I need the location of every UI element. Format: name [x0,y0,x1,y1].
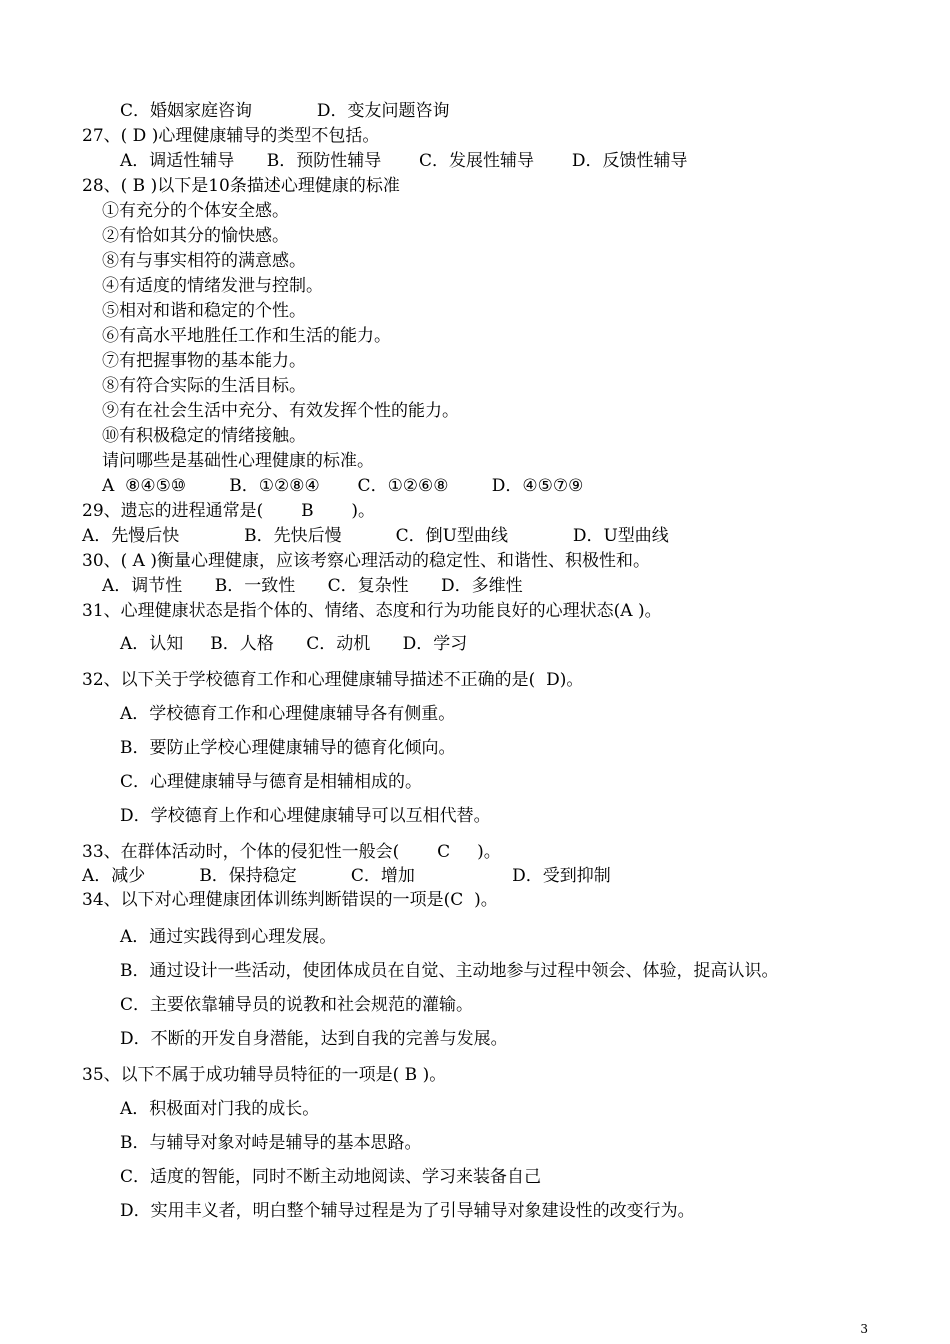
q31-stem: 31、心理健康状态是指个体的、情绪、态度和行为功能良好的心理状态(A )。 [82,601,662,621]
q32-option-d: D．学校德育上作和心埋健康辅导可以互相代替。 [120,806,491,826]
q28-options: A ⑧④⑤⑩ B．①②⑧④ C．①②⑥⑧ D．④⑤⑦⑨ [102,476,584,496]
q32-option-b: B．要防止学校心理健康辅导的德育化倾向。 [120,738,456,758]
q28-question: 请问哪些是基础性心理健康的标准。 [102,451,374,471]
q34-option-d: D．不断的开发自身潜能，达到自我的完善与发展。 [120,1029,508,1049]
q28-item-1: ①有充分的个体安全感。 [102,201,289,221]
q28-item-8: ⑧有符合实际的生活目标。 [102,376,306,396]
q27-options: A．调适性辅导 B．预防性辅导 C．发展性辅导 D．反馈性辅导 [120,151,688,171]
q30-stem: 30、( A )衡量心理健康，应该考察心理活动的稳定性、和谐性、积极性和。 [82,551,650,571]
q34-option-a: A．通过实践得到心理发展。 [120,927,337,947]
q30-options: A．调节性 B．一致性 C．复杂性 D．多维性 [102,576,523,596]
q28-item-6: ⑥有高水平地胜任工作和生活的能力。 [102,326,391,346]
q28-stem: 28、( B )以下是10条描述心理健康的标准 [82,176,400,196]
q28-item-9: ⑨有在社会生活中充分、有效发挥个性的能力。 [102,401,459,421]
q32-option-a: A．学校德育工作和心理健康辅导各有侧重。 [120,704,456,724]
q29-stem: 29、遗忘的进程通常是( B )。 [82,501,376,521]
q33-options: A．减少 B．保持稳定 C．增加 D．受到抑制 [82,866,611,886]
q34-stem: 34、以下对心理健康团体训练判断错误的一项是(C )。 [82,890,498,910]
q27-stem: 27、( D )心理健康辅导的类型不包括。 [82,126,380,146]
q35-option-d: D．实用丰义者，明白整个辅导过程是为了引导辅导对象建设性的改变行为。 [120,1201,695,1221]
page-number: 3 [860,1322,868,1336]
q35-option-b: B．与辅导对象对峙是辅导的基本思路。 [120,1133,422,1153]
q26-options-cd: C．婚姻家庭咨询 D．变友问题咨询 [120,101,450,121]
q28-item-3: ⑧有与事实相符的满意感。 [102,251,306,271]
q34-option-c: C．主要依靠辅导员的说教和社会规范的灌输。 [120,995,474,1015]
q33-stem: 33、在群体活动时，个体的侵犯性一般会( C )。 [82,842,501,862]
q28-item-2: ②有恰如其分的愉快感。 [102,226,289,246]
q29-options: A．先慢后快 B．先快后慢 C．倒U型曲线 D．U型曲线 [82,526,669,546]
q28-item-10: ⑩有积极稳定的情绪接触。 [102,426,306,446]
q28-item-7: ⑦有把握事物的基本能力。 [102,351,306,371]
q32-option-c: C．心理健康辅导与德育是相辅相成的。 [120,772,423,792]
q31-options: A．认知 B．人格 C．动机 D．学习 [120,634,468,654]
q35-option-a: A．积极面对门我的成长。 [120,1099,320,1119]
q28-item-5: ⑤相对和谐和稳定的个性。 [102,301,306,321]
q34-option-b: B．通过设计一些活动，使团体成员在自觉、主动地参与过程中领会、体验，捉高认识。 [120,961,779,981]
q35-stem: 35、以下不属于成功辅导员特征的一项是( B )。 [82,1065,447,1085]
q28-item-4: ④有适度的情绪发泄与控制。 [102,276,323,296]
q32-stem: 32、以下关于学校德育工作和心理健康辅导描述不正确的是( D)。 [82,670,584,690]
q35-option-c: C．适度的智能，同时不断主动地阅读、学习来装备自己 [120,1167,542,1187]
